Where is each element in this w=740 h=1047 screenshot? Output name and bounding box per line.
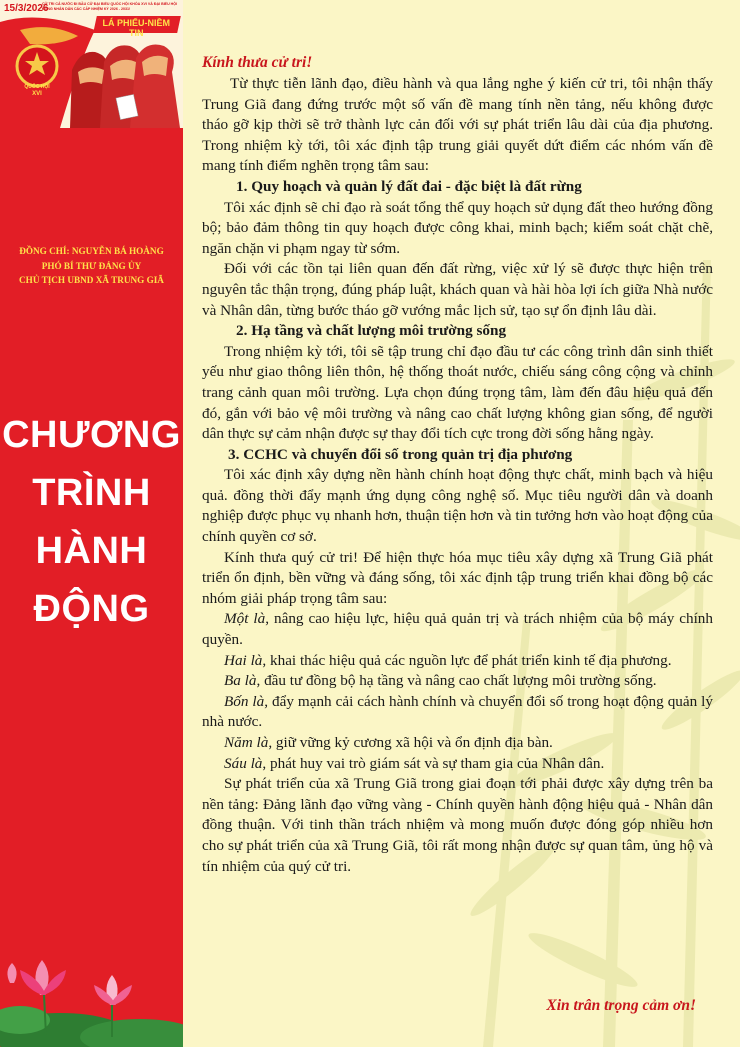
solution-4-text: , đẩy mạnh cải cách hành chính và chuyển đổi số trong hoạt động quản lý nhà nước.: [202, 692, 713, 731]
official-role-2: CHỦ TỊCH UBND XÃ TRUNG GIÃ: [19, 275, 164, 285]
program-title: [0, 406, 183, 638]
solution-1-lead: Một là: [224, 610, 266, 628]
solution-2-lead: Hai là: [224, 651, 263, 669]
paragraph-land-1: Tôi xác định sẽ chỉ đạo rà soát tổng thể quy hoạch sử dụng đất theo hướng đồng bộ; bảo đảm thông tin quy hoạch được công khai, minh bạch; kiểm soát chặt chẽ, ngăn chặn vi phạm ngay từ sớm.: [202, 198, 713, 257]
solution-3: [202, 671, 713, 692]
paragraph-digital: Tôi xác định xây dựng nền hành chính hoạt động thực chất, minh bạch và hiệu quả. đồng thời đẩy mạnh ứng dụng công nghệ số. Mục tiêu người dân và doanh nghiệp được phục vụ nhanh hơn, thuận tiện hơn và tin tưởng hơn vào hoạt động của chính quyền cơ sở.: [202, 466, 713, 546]
solution-5-text: , giữ vững kỷ cương xã hội và ổn định địa bàn.: [268, 734, 553, 751]
poster-ribbon: [93, 16, 181, 38]
emblem-number: XVI: [32, 91, 42, 97]
solution-1: [202, 609, 713, 650]
solution-4-lead: Bốn là: [224, 692, 265, 710]
paragraph-solutions-intro: Kính thưa quý cử tri! Để hiện thực hóa mục tiêu xây dựng xã Trung Giã phát triển ổn định, bền vững và đáng sống, tôi xác định tập trung triển khai đồng bộ các nhóm giải pháp trọng tâm sau:: [202, 548, 713, 607]
letter-body: [202, 74, 713, 877]
solution-2-text: , khai thác hiệu quả các nguồn lực để phát triển kinh tế địa phương.: [262, 651, 672, 669]
salutation: Kính thưa cử tri!: [202, 54, 313, 71]
emblem-caption: QUỐC HỘI: [24, 84, 50, 90]
election-date: 15/3/2026: [4, 3, 49, 14]
solution-6-text: , phát huy vai trò giám sát và sự tham gia của Nhân dân.: [262, 754, 605, 772]
heading-land-planning: 1. Quy hoạch và quản lý đất đai - đặc biệt là đất rừng: [236, 177, 582, 195]
solution-1-text: , nâng cao hiệu lực, hiệu quả quản trị và trách nhiệm của bộ máy chính quyền.: [202, 610, 713, 649]
paragraph-conclusion: Sự phát triển của xã Trung Giã trong giai đoạn tới phải được xây dựng trên ba nền tảng: Đảng lãnh đạo vững vàng - Chính quyền hành động hiệu quả - Nhân dân đồng thuận. Với tinh thần trách nhiệm và mong muốn được đóng góp nhiều hơn cho sự phát triển của xã Trung Giã, tôi rất mong nhận được sự quan tâm, ủng hộ và tín nhiệm của quý cử tri.: [202, 775, 713, 875]
paragraph-land-2: Đối với các tồn tại liên quan đến đất rừng, việc xử lý sẽ được thực hiện trên nguyên tắc thận trọng, đúng pháp luật, khách quan và hài hòa lợi ích giữa Nhà nước và Nhân dân, từng bước tháo gỡ vướng mắc lịch sử, tạo sự ổn định lâu dài.: [202, 260, 713, 319]
official-role-1: PHÓ BÍ THƯ ĐẢNG ỦY: [41, 260, 142, 271]
heading-digital-transformation: 3. CCHC và chuyển đổi số trong quản trị địa phương: [228, 445, 573, 463]
official-info: [0, 244, 183, 288]
paragraph-infrastructure: Trong nhiệm kỳ tới, tôi sẽ tập trung chỉ đạo đầu tư các công trình dân sinh thiết yếu như giao thông liên thôn, hệ thống thoát nước, chiếu sáng công cộng và chỉnh trang cảnh quan môi trường. Lựa chọn đúng trọng tâm, làm đến đâu hiệu quả đến đó, gắn với bảo vệ môi trường và nâng cao chất lượng không gian sống, để người dân thực sự cảm nhận được sự thay đổi tích cực trong đời sống hằng ngày.: [202, 342, 713, 443]
official-name: ĐỒNG CHÍ: NGUYỄN BÁ HOÀNG: [19, 246, 164, 256]
solution-4: [202, 692, 713, 733]
closing-thanks: Xin trân trọng cảm ơn!: [546, 997, 696, 1014]
solution-5: [202, 733, 713, 754]
solution-3-lead: Ba là: [224, 672, 257, 690]
title-line-2: TRÌNH: [32, 472, 151, 514]
solution-2: [202, 651, 713, 672]
poster-slogan: CỬ TRI CẢ NƯỚC ĐI BẦU CỬ ĐẠI BIỂU QUỐC HỘI KHÓA XVI VÀ ĐẠI BIỂU HỘI ĐỒNG NHÂN DÂN CÁC CẤP NHIỆM KỲ 2026 - 2031!: [42, 2, 178, 11]
title-line-1: CHƯƠNG: [2, 414, 181, 456]
solution-6: [202, 754, 713, 775]
title-line-3: HÀNH: [35, 530, 148, 572]
election-poster: [0, 0, 183, 128]
solution-6-lead: Sáu là: [224, 754, 263, 772]
letter-column: [183, 0, 740, 1047]
title-line-4: ĐỘNG: [33, 588, 150, 630]
left-sidebar: [0, 0, 183, 1047]
solution-3-text: , đầu tư đồng bộ hạ tầng và nâng cao chất lượng môi trường sống.: [256, 672, 657, 690]
solution-5-lead: Năm là: [224, 734, 269, 751]
lotus-decoration: [0, 925, 183, 1047]
paragraph-intro: Từ thực tiễn lãnh đạo, điều hành và qua lắng nghe ý kiến cử tri, tôi nhận thấy Trung Giã đang đứng trước một số vấn đề mang tính nền tảng, nếu không được tháo gỡ kịp thời sẽ trở thành lực cản đối với sự phát triển lâu dài của địa phương. Trong nhiệm kỳ tới, tôi xác định tập trung giải quyết dứt điểm các nhóm vấn đề mang tính điểm nghẽn trọng tâm sau:: [202, 75, 713, 175]
heading-infrastructure: 2. Hạ tầng và chất lượng môi trường sống: [236, 322, 507, 340]
ribbon-text: LÁ PHIẾU-NIỀM TIN: [102, 18, 171, 38]
